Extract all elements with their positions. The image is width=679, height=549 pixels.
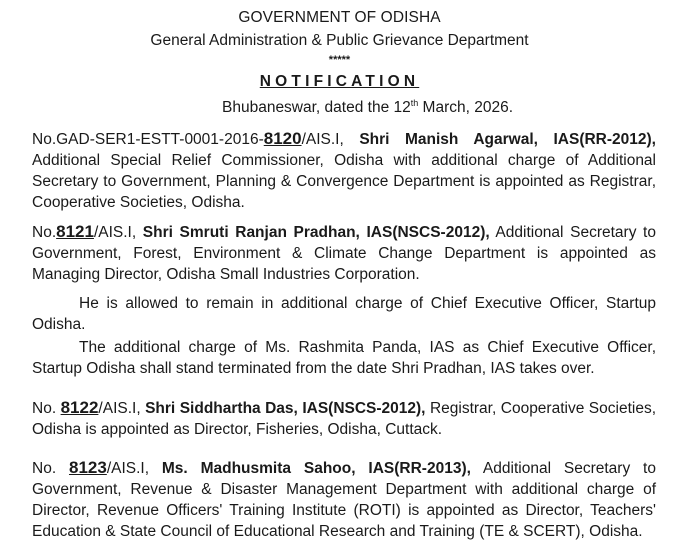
date-superscript: th	[410, 98, 419, 108]
order-separator: /AIS.I,	[106, 460, 162, 477]
notification-title: NOTIFICATION	[259, 73, 420, 90]
date-line	[222, 98, 513, 117]
officer-name: Shri Siddhartha Das, IAS(NSCS-2012),	[145, 400, 426, 417]
date-prefix: Bhubaneswar, dated the 12	[222, 99, 411, 117]
order-number: 8122	[60, 398, 99, 417]
order-text: Additional Secretary to Government, Revenue & Disaster Management Department with additional charge of Director, Revenue Officers' Training Institute (ROTI) is appointed as Director, Teachers' Education & State Council of Educational Research and Training (TE & SCERT), Odisha.	[32, 460, 656, 540]
order-separator: /AIS.I,	[301, 131, 360, 148]
order-prefix: No.	[32, 400, 61, 417]
officer-name: Shri Smruti Ranjan Pradhan, IAS(NSCS-2012),	[142, 224, 490, 241]
order-prefix: No.	[32, 460, 69, 477]
order-text: Additional Special Relief Commissioner, Odisha with additional charge of Additional Secretary to Government, Planning & Convergence Department is appointed as Registrar, Cooperative Societies, Odisha.	[32, 152, 656, 211]
order-prefix: No.	[32, 224, 57, 241]
order-number: 8121	[56, 222, 94, 241]
department-heading: General Administration & Public Grievance Department	[150, 32, 529, 49]
termination-note: The additional charge of Ms. Rashmita Panda, IAS as Chief Executive Officer, Startup Odisha shall stand terminated from the date Shri Pradhan, IAS takes over.	[32, 339, 656, 377]
order-text: Registrar, Cooperative Societies, Odisha is appointed as Director, Fisheries, Odisha, Cuttack.	[32, 400, 656, 438]
government-heading: GOVERNMENT OF ODISHA	[238, 9, 441, 26]
order-prefix: No.GAD-SER1-ESTT-0001-2016-	[32, 131, 264, 148]
order-number: 8120	[263, 129, 302, 148]
order-separator: /AIS.I,	[98, 400, 146, 417]
order-paragraph-8122	[32, 397, 656, 440]
order-text: Additional Secretary to Government, Forest, Environment & Climate Change Department is appointed as Managing Director, Odisha Small Industries Corporation.	[32, 224, 656, 283]
officer-name: Shri Manish Agarwal, IAS(RR-2012),	[359, 131, 656, 148]
separator-stars: *****	[328, 54, 351, 66]
officer-name: Ms. Madhusmita Sahoo, IAS(RR-2013),	[161, 460, 471, 477]
date-suffix: March, 2026.	[418, 99, 514, 117]
order-paragraph-8121	[32, 221, 656, 285]
order-paragraph-8123	[32, 457, 656, 542]
order-separator: /AIS.I,	[93, 224, 143, 241]
order-paragraph-8120	[32, 128, 656, 213]
order-number: 8123	[68, 458, 107, 477]
additional-charge-note: He is allowed to remain in additional charge of Chief Executive Officer, Startup Odisha.	[32, 295, 656, 333]
